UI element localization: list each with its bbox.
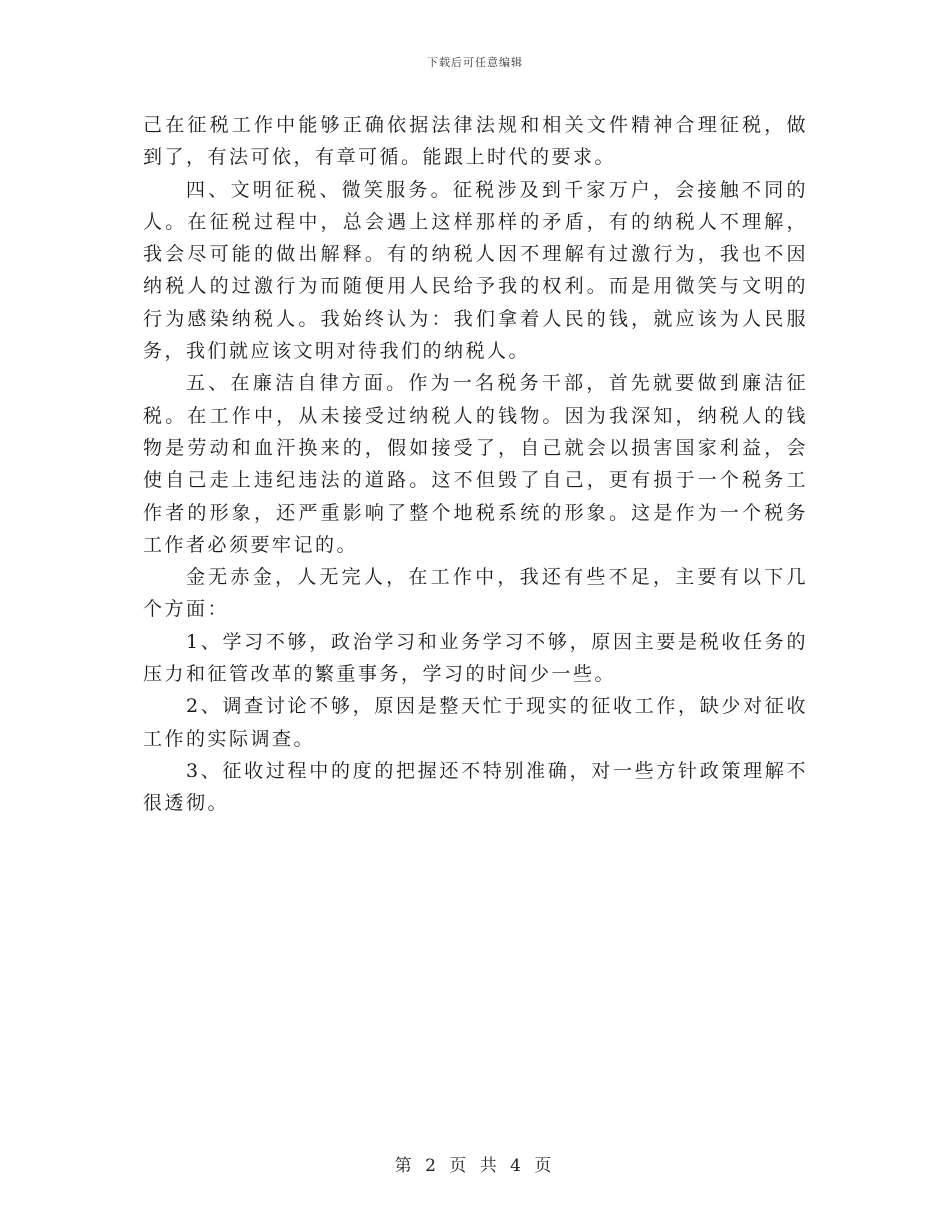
page-header-note: 下载后可任意编辑 — [427, 56, 523, 69]
page-number: 第 2 页 共 4 页 — [394, 1156, 556, 1176]
paragraph-integrity: 五、在廉洁自律方面。作为一名税务干部，首先就要做到廉洁征税。在工作中，从未接受过纳税人的钱物。因为我深知，纳税人的钱物是劳动和血汗换来的，假如接受了，自己就会以损害国家利益，会使自己走上违纪违法的道路。这不但毁了自己，更有损于一个税务工作者的形象，还严重影响了整个地税系统的形象。这是作为一个税务工作者必须要牢记的。 — [143, 372, 808, 556]
document-body — [143, 109, 808, 820]
paragraph-shortcoming-2: 2、调查讨论不够，原因是整天忙于现实的征收工作，缺少对征收工作的实际调查。 — [143, 695, 808, 750]
paragraph-shortcomings-intro: 金无赤金，人无完人，在工作中，我还有些不足，主要有以下几个方面： — [143, 566, 808, 621]
paragraph-shortcoming-3: 3、征收过程中的度的把握还不特别准确，对一些方针政策理解不很透彻。 — [143, 759, 808, 815]
paragraph-continuation: 己在征税工作中能够正确依据法律法规和相关文件精神合理征税，做到了，有法可依，有章可循。能跟上时代的要求。 — [143, 114, 808, 169]
paragraph-civilized-service: 四、文明征税、微笑服务。征税涉及到千家万户，会接触不同的人。在征税过程中，总会遇上这样那样的矛盾，有的纳税人不理解，我会尽可能的做出解释。有的纳税人因不理解有过激行为，我也不因纳税人的过激行为而随便用人民给予我的权利。而是用微笑与文明的行为感染纳税人。我始终认为：我们拿着人民的钱，就应该为人民服务，我们就应该文明对待我们的纳税人。 — [143, 178, 808, 363]
paragraph-shortcoming-1: 1、学习不够，政治学习和业务学习不够，原因主要是税收任务的压力和征管改革的繁重事务，学习的时间少一些。 — [143, 630, 808, 686]
